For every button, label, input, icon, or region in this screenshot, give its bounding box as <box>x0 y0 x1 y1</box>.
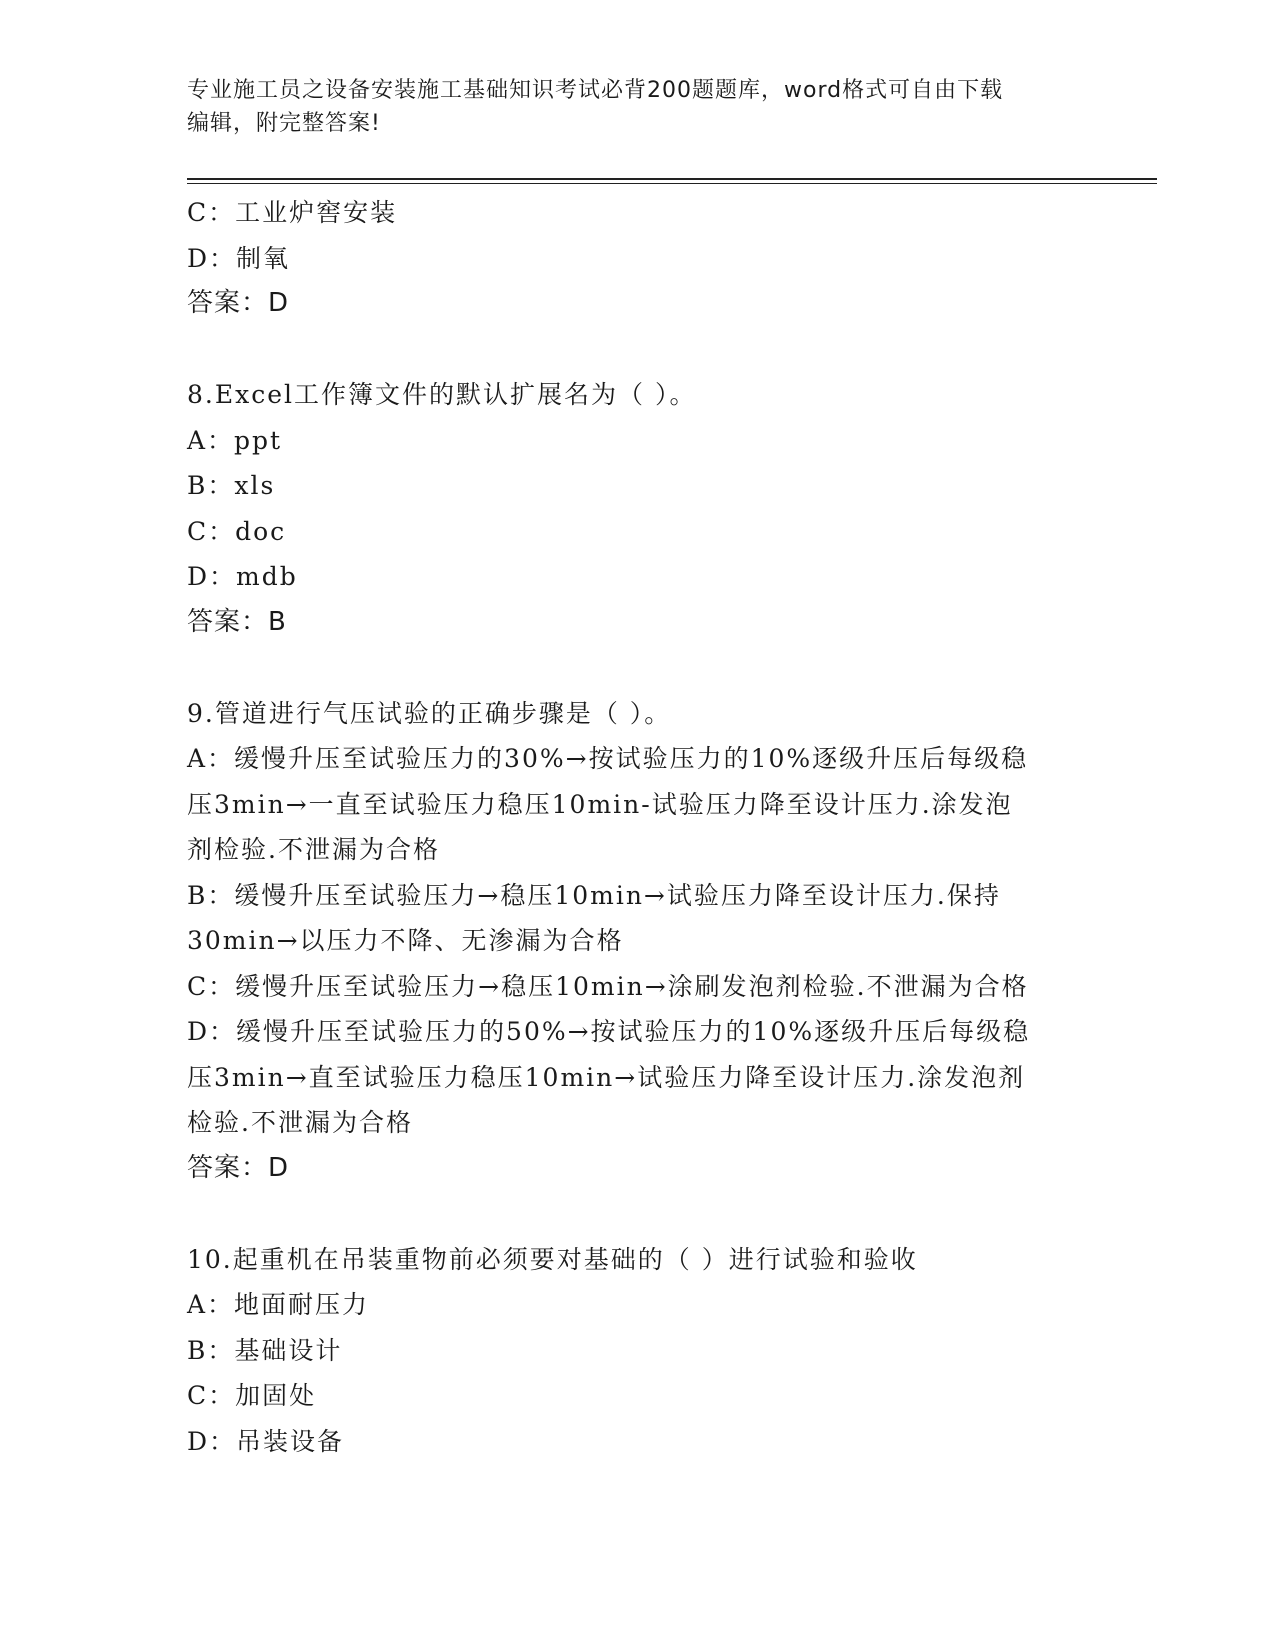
spacer <box>187 327 1087 373</box>
q9-option-a-line-1: A：缓慢升压至试验压力的30%→按试验压力的10%逐级升压后每级稳 <box>187 744 1029 773</box>
header-divider-thick <box>187 178 1157 180</box>
q9-option-a-line-3: 剂检验.不泄漏为合格 <box>187 835 440 864</box>
question-8 <box>187 372 1087 645</box>
q10-option-d: D：吊装设备 <box>187 1426 345 1456</box>
q9-option-b-line-2: 30min→以压力不降、无渗漏为合格 <box>187 926 624 955</box>
document-body <box>187 190 1087 1464</box>
spacer <box>187 645 1087 691</box>
q9-answer: 答案：D <box>187 1152 290 1183</box>
header-line-1: 专业施工员之设备安装施工基础知识考试必背200题题库，word格式可自由下载 <box>187 78 1004 103</box>
q8-option-a: A：ppt <box>187 425 283 455</box>
document-header <box>187 74 1077 140</box>
q8-answer: 答案：B <box>187 606 287 637</box>
q9-option-d-line-1: D：缓慢升压至试验压力的50%→按试验压力的10%逐级升压后每级稳 <box>187 1017 1031 1046</box>
q7-option-d: D：制氧 <box>187 243 291 273</box>
q8-stem: 8.Excel工作簿文件的默认扩展名为（ ）。 <box>187 380 697 409</box>
q8-option-d: D：mdb <box>187 562 298 591</box>
question-7-continued <box>187 190 1087 327</box>
q10-stem: 10.起重机在吊装重物前必须要对基础的（ ）进行试验和验收 <box>187 1244 918 1274</box>
q9-option-c: C：缓慢升压至试验压力→稳压10min→涂刷发泡剂检验.不泄漏为合格 <box>187 971 1029 1001</box>
q9-option-d-line-3: 检验.不泄漏为合格 <box>187 1108 413 1137</box>
q10-option-b: B：基础设计 <box>187 1335 343 1365</box>
q8-option-c: C：doc <box>187 516 287 546</box>
q8-option-b: B：xls <box>187 471 276 500</box>
header-divider-thin <box>187 183 1157 184</box>
spacer <box>187 1191 1087 1237</box>
q9-stem: 9.管道进行气压试验的正确步骤是（ ）。 <box>187 698 672 728</box>
question-10 <box>187 1237 1087 1465</box>
question-9 <box>187 691 1087 1192</box>
q9-option-a-line-2: 压3min→一直至试验压力稳压10min-试验压力降至设计压力.涂发泡 <box>187 789 1013 819</box>
q9-option-d-line-2: 压3min→直至试验压力稳压10min→试验压力降至设计压力.涂发泡剂 <box>187 1062 1026 1092</box>
q10-option-c: C：加固处 <box>187 1381 317 1410</box>
header-line-2: 编辑，附完整答案! <box>187 111 381 136</box>
q10-option-a: A：地面耐压力 <box>187 1290 370 1319</box>
q9-option-b-line-1: B：缓慢升压至试验压力→稳压10min→试验压力降至设计压力.保持 <box>187 880 1001 910</box>
q7-answer: 答案：D <box>187 288 290 318</box>
q7-option-c: C：工业炉窖安装 <box>187 198 398 227</box>
